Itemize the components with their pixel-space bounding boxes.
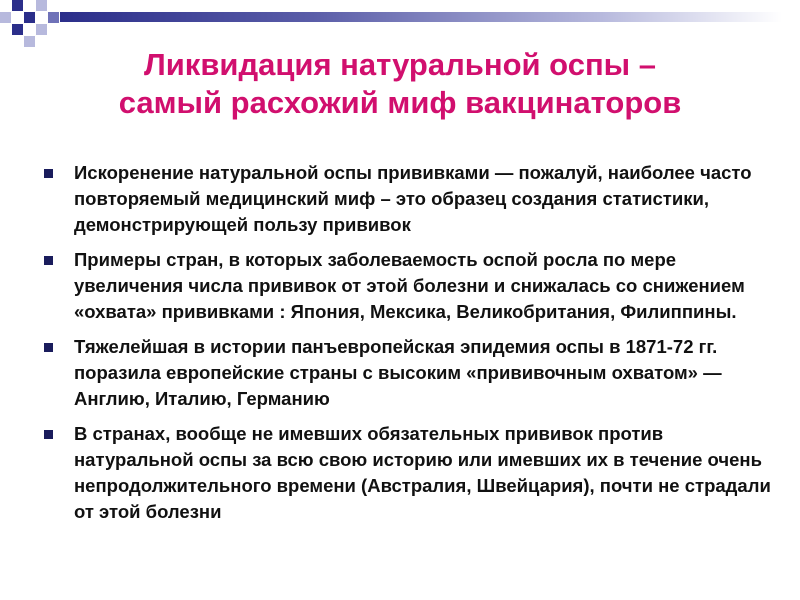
decor-square bbox=[12, 24, 23, 35]
decor-square bbox=[36, 0, 47, 11]
slide-title bbox=[40, 46, 760, 122]
bullet-list bbox=[40, 160, 780, 534]
decor-square bbox=[48, 12, 59, 23]
bullet-item bbox=[40, 247, 780, 325]
bullet-item bbox=[40, 334, 780, 412]
decor-square bbox=[36, 24, 47, 35]
decor-square bbox=[24, 36, 35, 47]
bullet-text: Примеры стран, в которых заболеваемость оспой росла по мере увеличения числа прививок от этой болезни и снижалась со снижением «охвата» прививками : Япония, Мексика, Великобритания, Филиппины. bbox=[74, 249, 745, 322]
square-bullet-icon bbox=[44, 169, 53, 178]
square-bullet-icon bbox=[44, 256, 53, 265]
decor-square bbox=[24, 12, 35, 23]
square-bullet-icon bbox=[44, 430, 53, 439]
decor-square bbox=[0, 12, 11, 23]
square-bullet-icon bbox=[44, 343, 53, 352]
bullet-item bbox=[40, 160, 780, 238]
bullet-text: Искоренение натуральной оспы прививками — пожалуй, наиболее часто повторяемый медицинский миф – это образец создания статистики, демонстрирующей пользу прививок bbox=[74, 162, 752, 235]
header-gradient-bar bbox=[60, 12, 782, 22]
decor-square bbox=[12, 0, 23, 11]
slide-title-line-1: Ликвидация натуральной оспы – bbox=[144, 47, 656, 82]
bullet-text: Тяжелейшая в истории панъевропейская эпидемия оспы в 1871-72 гг. поразила европейские страны с высоким «прививочным охватом» — Англию, Италию, Германию bbox=[74, 336, 722, 409]
bullet-item bbox=[40, 421, 780, 525]
slide-title-line-2: самый расхожий миф вакцинаторов bbox=[118, 85, 682, 120]
corner-decoration bbox=[0, 0, 60, 50]
bullet-text: В странах, вообще не имевших обязательных прививок против натуральной оспы за всю свою историю или имевших их в течение очень непродолжительного времени (Австралия, Швейцария), почти не страдали от этой болезни bbox=[74, 423, 771, 522]
